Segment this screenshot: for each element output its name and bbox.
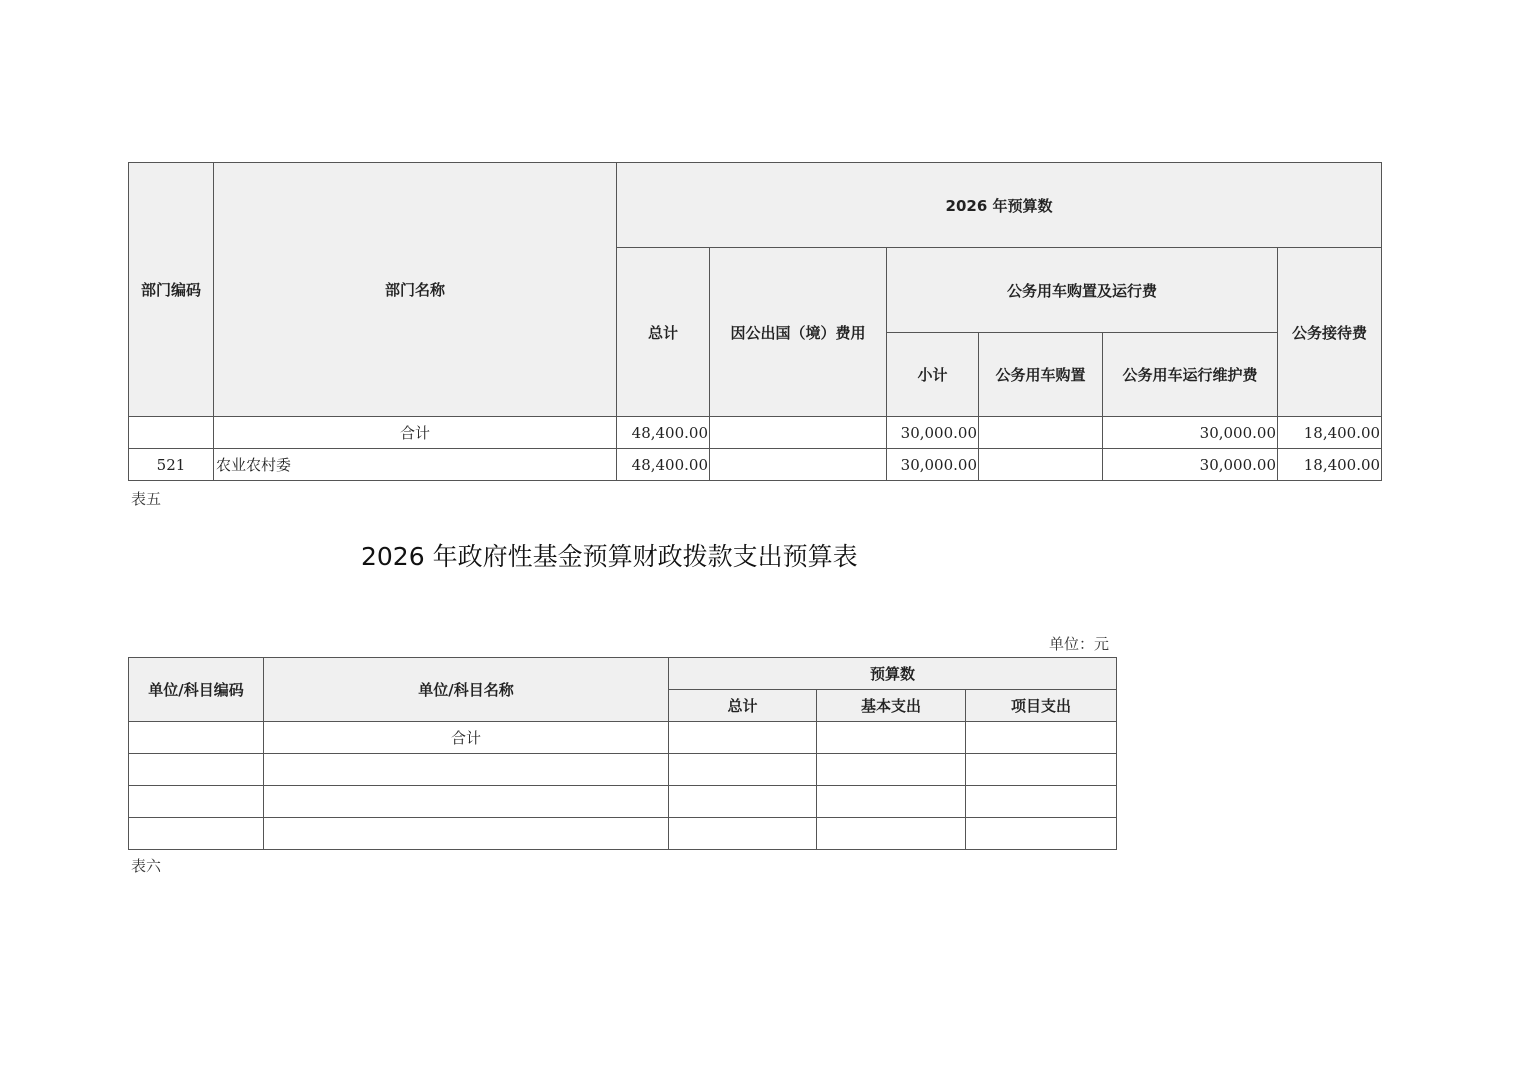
cell-total	[669, 818, 817, 850]
cell-code	[129, 786, 264, 818]
government-fund-budget-table	[128, 657, 1117, 850]
unit-label: 单位：元	[1049, 635, 1110, 653]
cell-vehicle-purchase	[979, 449, 1103, 481]
cell-code	[129, 722, 264, 754]
table-row	[129, 786, 1117, 818]
cell-code	[129, 417, 214, 449]
cell-total	[669, 754, 817, 786]
cell-code	[129, 818, 264, 850]
cell-name	[264, 754, 669, 786]
table-six-label: 表六	[131, 857, 162, 875]
header-subtotal: 小计	[887, 333, 979, 417]
cell-code	[129, 754, 264, 786]
page-title: 2026 年政府性基金预算财政拨款支出预算表	[361, 542, 858, 571]
cell-project	[966, 818, 1117, 850]
header-vehicle-maintenance: 公务用车运行维护费	[1103, 333, 1278, 417]
cell-project	[966, 786, 1117, 818]
cell-name: 合计	[264, 722, 669, 754]
cell-project	[966, 754, 1117, 786]
header-dept-name: 部门名称	[214, 163, 617, 417]
cell-reception: 18,400.00	[1278, 449, 1382, 481]
cell-basic	[817, 722, 966, 754]
header-budget-year: 2026 年预算数	[617, 163, 1382, 248]
table-row	[129, 818, 1117, 850]
header-unit-name: 单位/科目名称	[264, 658, 669, 722]
cell-subtotal: 30,000.00	[887, 449, 979, 481]
table-row	[129, 417, 1382, 449]
cell-basic	[817, 818, 966, 850]
cell-name: 农业农村委	[214, 449, 617, 481]
cell-name	[264, 818, 669, 850]
cell-project	[966, 722, 1117, 754]
header-total: 总计	[617, 248, 710, 417]
header-total: 总计	[669, 690, 817, 722]
header-vehicle-group: 公务用车购置及运行费	[887, 248, 1278, 333]
header-overseas: 因公出国（境）费用	[710, 248, 887, 417]
cell-total: 48,400.00	[617, 417, 710, 449]
cell-total	[669, 786, 817, 818]
cell-basic	[817, 754, 966, 786]
cell-total: 48,400.00	[617, 449, 710, 481]
table-row	[129, 449, 1382, 481]
cell-name	[264, 786, 669, 818]
cell-total	[669, 722, 817, 754]
header-vehicle-purchase: 公务用车购置	[979, 333, 1103, 417]
table-five-label: 表五	[131, 490, 162, 508]
cell-basic	[817, 786, 966, 818]
header-budget: 预算数	[669, 658, 1117, 690]
cell-name: 合计	[214, 417, 617, 449]
cell-vehicle-maintenance: 30,000.00	[1103, 417, 1278, 449]
cell-subtotal: 30,000.00	[887, 417, 979, 449]
table-row	[129, 754, 1117, 786]
header-basic: 基本支出	[817, 690, 966, 722]
table-row	[129, 722, 1117, 754]
cell-overseas	[710, 449, 887, 481]
cell-code: 521	[129, 449, 214, 481]
header-reception: 公务接待费	[1278, 248, 1382, 417]
three-public-expenses-table	[128, 162, 1382, 481]
cell-vehicle-purchase	[979, 417, 1103, 449]
cell-vehicle-maintenance: 30,000.00	[1103, 449, 1278, 481]
header-project: 项目支出	[966, 690, 1117, 722]
cell-reception: 18,400.00	[1278, 417, 1382, 449]
header-dept-code: 部门编码	[129, 163, 214, 417]
header-unit-code: 单位/科目编码	[129, 658, 264, 722]
cell-overseas	[710, 417, 887, 449]
